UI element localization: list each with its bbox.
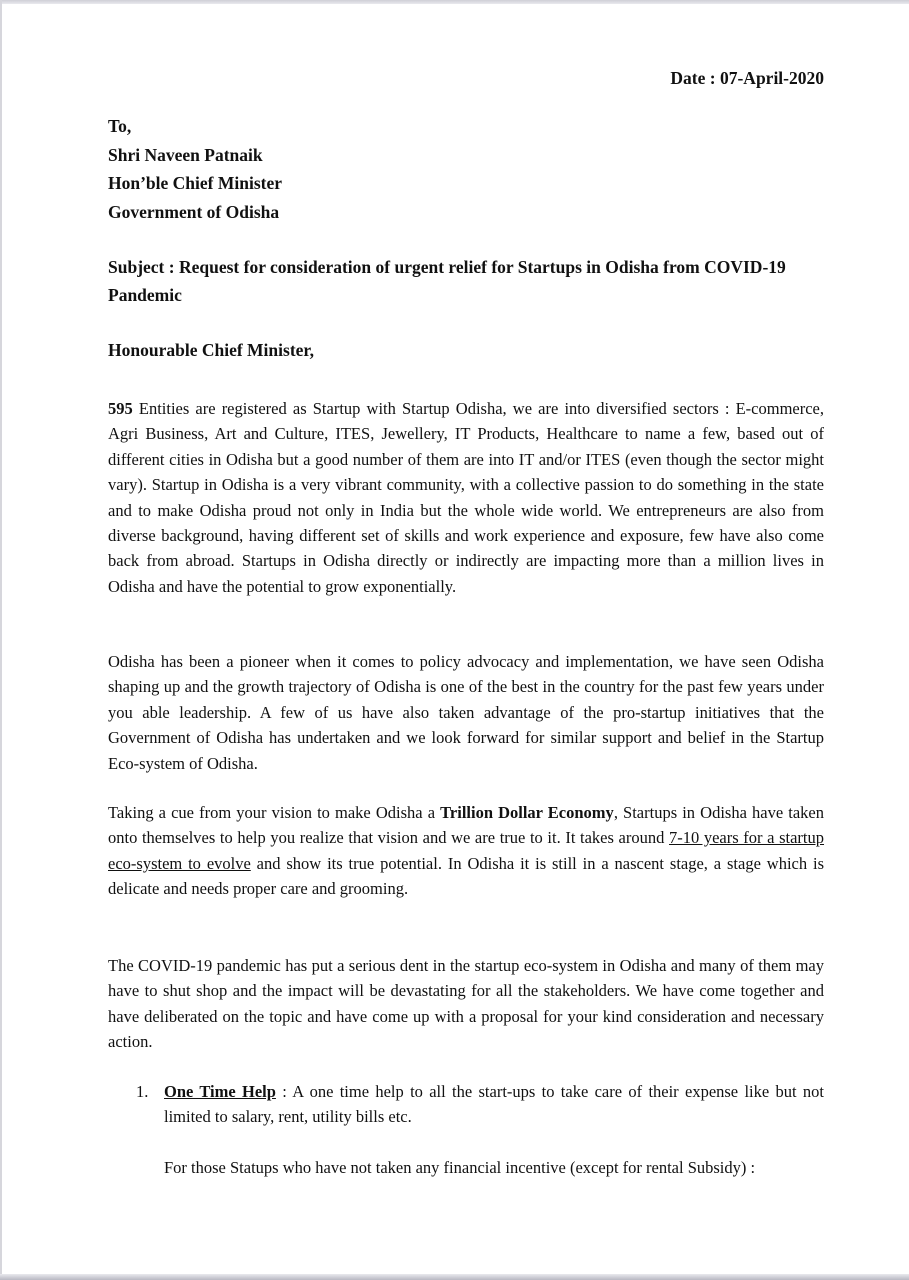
page-top-edge: [0, 0, 909, 4]
trillion-dollar-economy: Trillion Dollar Economy: [440, 803, 614, 822]
list-item-body: [164, 1079, 824, 1130]
recipient-line: To,: [108, 116, 132, 136]
letter-salutation: Honourable Chief Minister,: [108, 340, 314, 360]
paragraph-eligibility: For those Statups who have not taken any financial incentive (except for rental Subsidy) :: [164, 1158, 756, 1177]
paragraph-startup-overview: [108, 396, 824, 599]
paragraph-policy-advocacy: Odisha has been a pioneer when it comes to policy advocacy and implementation, we have seen Odisha shaping up and the growth trajectory of Odisha is one of the best in the country for the past few years under you able leadership. A few of us have also taken advantage of the pro-startup initiatives that the Government of Odisha has undertaken and we look forward for similar support and belief in the Startup Eco-system of Odisha.: [108, 652, 824, 773]
page-bottom-edge: [0, 1274, 909, 1280]
recipient-organization: Government of Odisha: [108, 201, 280, 222]
letter-date: Date : 07-April-2020: [670, 68, 824, 88]
page-left-edge: [0, 0, 2, 1280]
paragraph-text: , Startups in Odisha have taken onto themselves to help you realize that vision and we are true to it. It takes around: [108, 803, 824, 848]
recipient-block: [108, 112, 282, 226]
list-item: [136, 1079, 824, 1130]
letter-subject: Subject : Request for consideration of urgent relief for Startups in Odisha from COVID-19 Pandemic: [108, 257, 786, 305]
recipient-title: Hon’ble Chief Minister: [108, 173, 283, 193]
paragraph-covid-impact: The COVID-19 pandemic has put a serious dent in the startup eco-system in Odisha and many of them may have to shut shop and the impact will be devastating for all the stakeholders. We have come together and have deliberated on the topic and have come up with a proposal for your kind consideration and necessary action.: [108, 956, 824, 1052]
list-item-number: 1.: [136, 1082, 149, 1101]
startup-count: 595: [108, 399, 133, 418]
paragraph-text: Taking a cue from your vision to make Odisha a: [108, 803, 441, 822]
paragraph-text: Entities are registered as Startup with Startup Odisha, we are into diversified sectors : E-commerce, Agri Business, Art and Culture, ITES, Jewellery, IT Products, Healthcare to name a few, based out of different cities in Odisha but a good number of them are into IT and/or ITES (even though the sector might vary). Startup in Odisha is a very vibrant community, with a collective passion to do something in the state and to make Odisha proud not only in India but the whole wide world. We entrepreneurs are also from diverse background, having different set of skills and work experience and exposure, few have also come back from abroad. Startups in Odisha directly or indirectly are impacting more than a million lives in Odisha and have the potential to grow exponentially.: [108, 399, 824, 596]
recipient-name: Shri Naveen Patnaik: [108, 144, 263, 165]
paragraph-vision: [108, 800, 824, 902]
list-item-text: : A one time help to all the start-ups to take care of their expense like but not limited to salary, rent, utility bills etc.: [164, 1082, 824, 1127]
paragraph-text: and show its true potential. In Odisha it is still in a nascent stage, a stage which is delicate and needs proper care and grooming.: [108, 853, 824, 899]
list-item-title: One Time Help: [164, 1082, 276, 1101]
ecosystem-timeline: 7-10 years for a startup eco-system to evolve: [108, 828, 825, 873]
